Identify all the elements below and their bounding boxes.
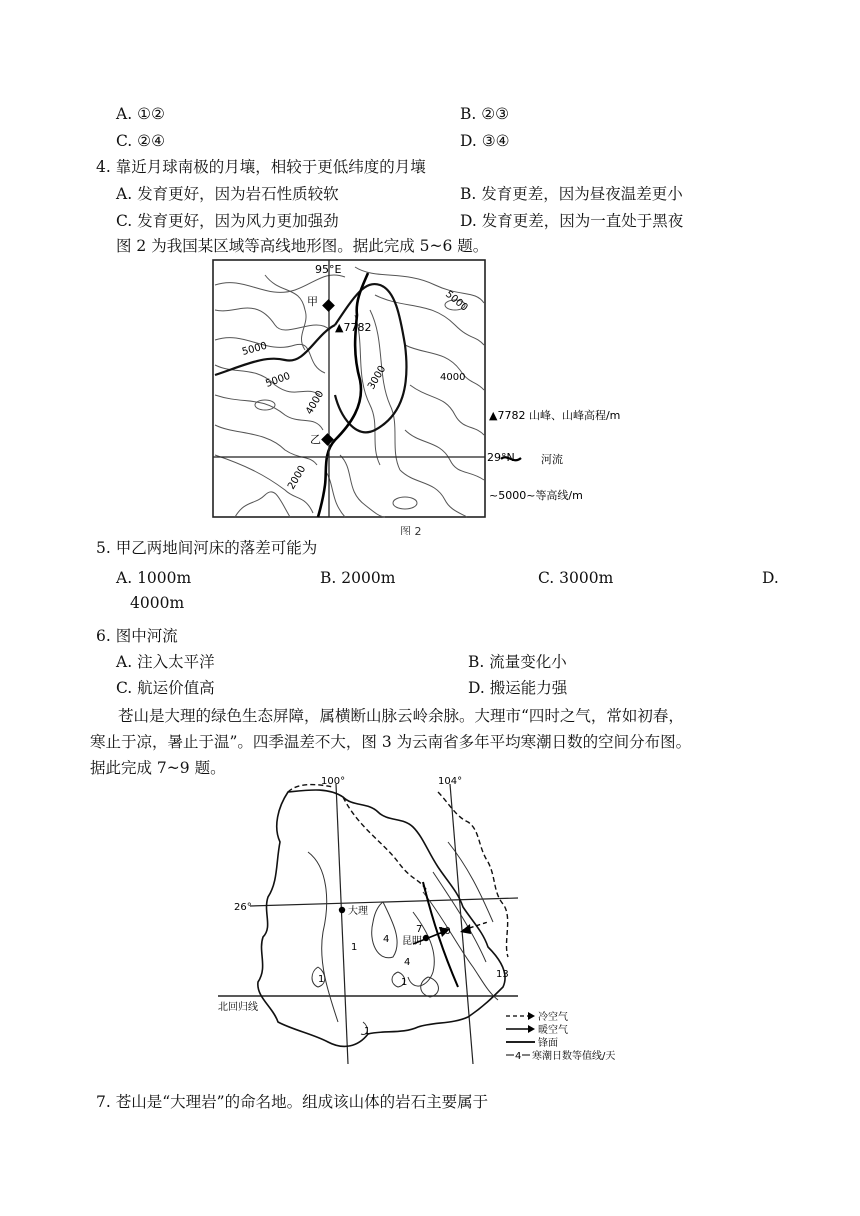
- legend-isoline: 寒潮日数等值线/天: [532, 1051, 616, 1062]
- contour-label-3: 5000: [264, 370, 292, 390]
- label-29n: 29°N: [487, 451, 515, 464]
- label-tropic: 北回归线: [218, 1002, 258, 1013]
- value-1d: 1: [364, 1026, 371, 1037]
- intro-79-line3: 据此完成 7~9 题。: [90, 759, 226, 777]
- contour-label-7: 2000: [286, 463, 309, 492]
- q5-option-d-text: 4000m: [130, 594, 185, 612]
- q3-option-d: D. ③④: [460, 132, 510, 150]
- q5-option-a: A. 1000m: [116, 569, 192, 587]
- legend-river: 河流: [541, 453, 563, 466]
- value-4: 4: [383, 934, 390, 945]
- contour-label-1: 5000: [443, 288, 470, 314]
- label-95e: 95°E: [315, 263, 342, 276]
- value-10: 10: [438, 926, 451, 937]
- q5-option-c: C. 3000m: [538, 569, 614, 587]
- q6-option-d: D. 搬运能力强: [468, 679, 568, 697]
- legend-contour: ~5000~等高线/m: [489, 489, 583, 502]
- legend-peak: ▲7782 山峰、山峰高程/m: [489, 409, 621, 422]
- q4-option-b: B. 发育更差，因为昼夜温差更小: [460, 185, 683, 203]
- q3-option-b: B. ②③: [460, 105, 510, 123]
- q5-option-b: B. 2000m: [320, 569, 396, 587]
- q3-option-c: C. ②④: [116, 132, 165, 150]
- value-4b: 4: [404, 957, 411, 968]
- label-jia: 甲: [307, 295, 318, 308]
- label-yi: 乙: [310, 433, 321, 446]
- label-kunming: 昆明: [402, 936, 422, 947]
- value-1b: 1: [318, 974, 325, 985]
- q4-option-a: A. 发育更好，因为岩石性质较软: [116, 185, 339, 203]
- q6-option-b: B. 流量变化小: [468, 653, 567, 671]
- value-1: 1: [351, 942, 358, 953]
- figure-3-coldwave-map: [218, 772, 648, 1072]
- q4-option-d: D. 发育更差，因为一直处于黑夜: [460, 212, 684, 230]
- q7-stem: 7. 苍山是“大理岩”的命名地。组成该山体的岩石主要属于: [96, 1093, 489, 1111]
- label-lon-100: 100°: [321, 776, 346, 787]
- label-lat-26: 26°: [234, 902, 252, 913]
- map-frame: [213, 260, 485, 517]
- value-7: 7: [416, 924, 423, 935]
- q6-option-a: A. 注入太平洋: [116, 653, 215, 671]
- legend-front: 锋面: [538, 1038, 558, 1049]
- legend-cold-air: 冷空气: [538, 1012, 568, 1023]
- contour-label-5: 4000: [304, 388, 327, 417]
- q3-option-a: A. ①②: [116, 105, 165, 123]
- q6-option-c: C. 航运价值高: [116, 679, 215, 697]
- q5-option-d-letter: D.: [762, 569, 779, 587]
- value-13: 13: [496, 969, 509, 980]
- label-dali: 大理: [348, 906, 368, 917]
- figure-2-contour-map: [205, 255, 655, 535]
- legend-warm-air: 暖空气: [538, 1025, 568, 1036]
- legend-isoline-sample: 4: [515, 1051, 522, 1062]
- intro-79-line1: 苍山是大理的绿色生态屏障，属横断山脉云岭余脉。大理市“四时之气，常如初春，: [118, 707, 684, 725]
- contour-label-2: 5000: [240, 340, 269, 358]
- kunming-marker: [423, 935, 429, 941]
- intro-q5-q6: 图 2 为我国某区域等高线地形图。据此完成 5~6 题。: [116, 237, 489, 255]
- meridian-104: [450, 784, 473, 1064]
- contour-label-4: 4000: [440, 372, 466, 383]
- dali-marker: [339, 907, 345, 913]
- q4-stem: 4. 靠近月球南极的月壤，相较于更低纬度的月壤: [96, 158, 426, 176]
- label-lon-104: 104°: [438, 776, 463, 787]
- label-peak: ▲7782: [335, 321, 372, 334]
- value-1c: 1: [401, 977, 408, 988]
- contour-label-6: 3000: [366, 363, 389, 392]
- intro-79-line2: 寒止于凉，暑止于温”。四季温差不大，图 3 为云南省多年平均寒潮日数的空间分布图。: [90, 733, 692, 751]
- q4-option-c: C. 发育更好，因为风力更加强劲: [116, 212, 339, 230]
- q5-stem: 5. 甲乙两地间河床的落差可能为: [96, 539, 318, 557]
- q6-stem: 6. 图中河流: [96, 627, 178, 645]
- figure-2-caption: 图 2: [400, 525, 422, 535]
